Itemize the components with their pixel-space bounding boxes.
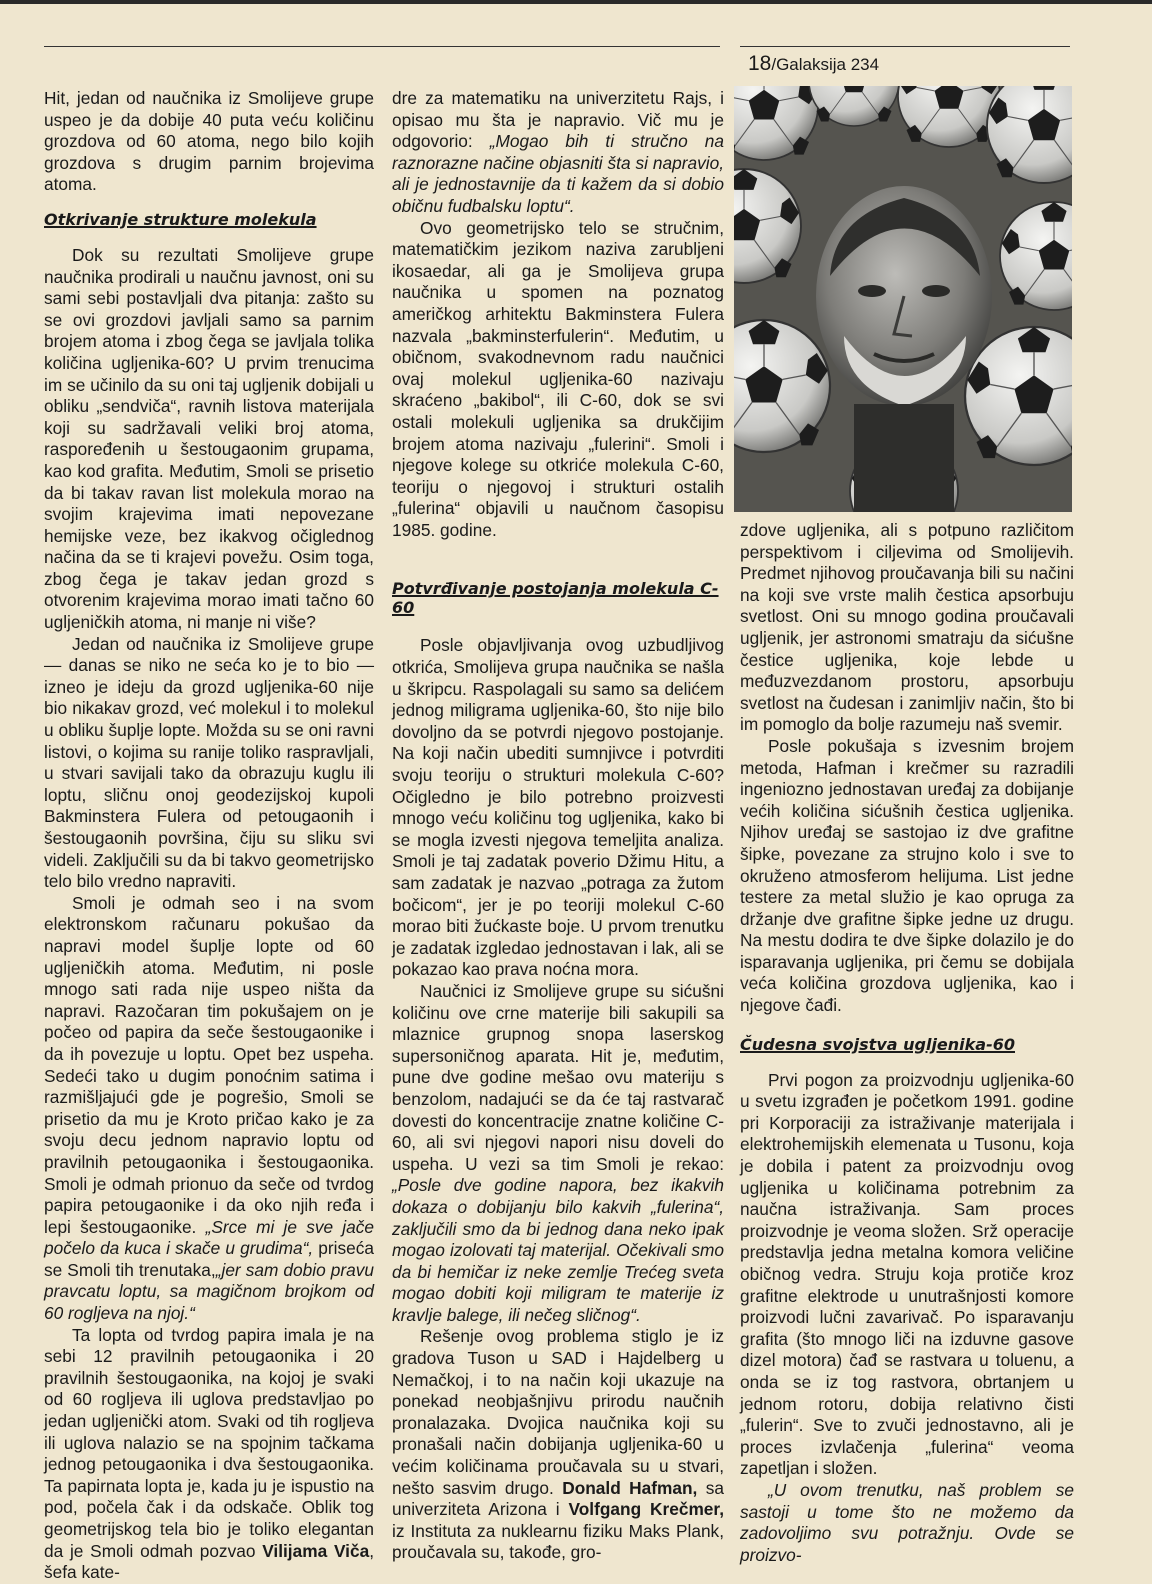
column-3 <box>740 520 1074 1566</box>
column-1 <box>44 88 374 1584</box>
col3-paragraph-2: Posle pokušaja s izvesnim brojem metoda, Hafman i krečmer su razradili ingeniozno jednostavan uređaj za dobijanje većih količina sićušnih čestica ugljenika. Njihov uređaj se sastojao iz dve grafitne šipke, povezane za strujno kolo i sve to okruženo atmosferom helijuma. List jedne testere za metal služio je kao opruga za držanje dve grafitne šipke jedne uz drugu. Na mestu dodira te dve šipke dolazilo je do isparavanja ugljenika, pri čemu se dobijala veća količina grozdova ugljenika, kao i njegove čađi. <box>740 735 1074 1016</box>
header-rule-left <box>44 46 720 47</box>
col1-paragraph-1 <box>44 88 374 196</box>
section-heading-confirmation: Potvrđivanje postojanja molekula C-60 <box>392 579 719 618</box>
col1-paragraph-3: Jedan od naučnika iz Smolijeve grupe — danas se niko ne seća ko je to bio — izneo je ideju da grozd ugljenika-60 nije bio nikakav grozd, već molekul i to molekul u obliku šuplje lopte. Možda su se oni ravni listovi, o kojima su ranije toliko raspravljali, u stvari savijali tako da obrazuju kuglu ili loptu, sličnu onoj geodezijskoj kupoli Bakminstera Fulera od petougaonih i šestougaonih površina, čiju su sliku svi videli. Zaključili su da bi takvo geometrijsko telo bilo vredno napraviti. <box>44 633 374 892</box>
col2-paragraph-2: Ovo geometrijsko telo se stručnim, matematičkim jezikom naziva zarubljeni ikosaedar, ali ga je Smolijeva grupa naučnika u spomen na poznatog američkog arhitektu Bakminstera Fulera nazvala „bakminsterfulerin“. Međutim, u običnom, svakodnevnom radu naučnici ovaj molekul ugljenika-60 nazivaju skraćeno „bakibol“, ili C-60, dok se svi ostali molekuli ugljenika sa drukčijim brojem atoma nazivaju „fulerini“. Smoli i njegove kolege su otkriće molekula C-60, teoriju o njegovoj i strukturi ostalih „fulerina“ objavili u naučnom časopisu 1985. godine. <box>392 217 724 540</box>
name-huffman: Donald Hafman, <box>562 1477 698 1498</box>
col3-paragraph-1: zdove ugljenika, ali s potpuno različitom perspektivom i ciljevima od Smolijevih. Predmet njihovog proučavanja bili su načini na koji sve vrste malih čestica apsorbuju svetlost. Oni su mnogo godina proučavali ugljenik, jer astronomi smatraju da sićušne čestice ugljenika, koje lebde u međuzvezdanom prostoru, apsorbuju svetlost na čudesan i zanimljiv način, što bi im pomoglo da bolje razumeju naš svemir. <box>740 520 1074 735</box>
page-number: 18 <box>748 52 772 75</box>
top-border-rule <box>0 0 1152 4</box>
col2-paragraph-3: Posle objavljivanja ovog uzbudljivog otkrića, Smolijeva grupa naučnika se našla u škripcu. Raspolagali su samo sa delićem jednog miligrama ugljenika-60, što nije bilo dovoljno da se potvrdi njegovo postojanje. Na koji način ubediti sumnjivce i potvrditi svoju teoriju o strukturi molekula C-60? Očigledno je bilo potrebno proizvesti mnogo veću količinu tog ugljenika, kako bi se mogla izvesti njegova temeljita analiza. Smoli je taj zadatak poverio Džimu Hitu, a sam zadatak je nazvao „potraga za žutom bočicom“, jer je po teoriji molekul C-60 morao biti žućkaste boje. U prvom trenutku je zadatak izgledao jednostavan i lak, ali se pokazao kao prava noćna mora. <box>392 635 724 980</box>
col3-paragraph-3: Prvi pogon za proizvodnju ugljenika-60 u svetu izgrađen je početkom 1991. godine pri Korporaciji za istraživanje materijala i elektrohemijskih elemenata u Tusonu, koja je dobila i patent za proizvodnju ovog ugljenika u količinama potrebnim za naučna istraživanja. Sam proces proizvodnje je veoma složen. Srž operacije predstavlja jedna metalna komora veličine običnog vedra. Struju koja protiče kroz grafitne elektrode u unutrašnjosti komore proizvodi lučni zavarivač. Po isparavanju grafita (što mnogo liči na izduvne gasove dizel motora) čađ se rastvara u toluenu, a onda se iz tog rastvora, obrtanjem u jednom rotoru, dobija relativno čisti „fulerin“. Sve to zvuči jednostavno, ali je proces izvlačenja „fulerina“ veoma zapetljan i složen. <box>740 1069 1074 1479</box>
smalley-quote-3: „Posle dve godine napora, bez ikakvih dokaza o dobijanju bilo kakvih „fulerina“, zaključili smo da bi jednog dana neko ipak mogao izolovati taj materijal. Očekivali smo da bi hemičar iz neke zemlje Trećeg sveta mogao dobiti koji miligram te materije iz kravlje balege, ili nečeg sličnog“. <box>392 1175 724 1325</box>
col3-paragraph-4-quote: „U ovom trenutku, naš problem se sastoji u tome što ne možemo da zadovoljimo svu potražnju. Ovde se proizvo- <box>740 1479 1074 1565</box>
name-wich: Vilijama Viča <box>262 1540 370 1561</box>
col1-paragraph-4: Smoli je odmah seo i na svom elektronskom računaru pokušao da napravi model šuplje lopte od 60 ugljeničkih atoma. Međutim, ni posle mnogo sati rada nije uspeo ništa da napravi. Razočaran tim pokušajem on je počeo od papira da seče šestougaonike i da ih povezuje u loptu. Opet bez uspeha. Sedeći tako u dugim ponoćnim satima i razmišljajući gde je pogrešio, Smoli se prisetio da mu je Kroto pričao kako je za svoju decu jednom napravio loptu od pravilnih petougaonika i šestougaonika. Smoli je odmah prionuo da seče od tvrdog papira petougaonike i da oko njih ređa i lepi šestougaonike. „Srce mi je sve jače počelo da kuca i skače u grudima“, priseća se Smoli tih trenutaka,„jer sam dobio pravu pravcatu loptu, sa magičnom brojkom od 60 rogljeva na njoj.“ <box>44 892 374 1324</box>
col1-paragraph-1-text: Hit, jedan od naučnika iz Smolijeve grupe uspeo je da dobije 40 puta veću količinu grozdova od 60 atoma, nego bilo kojih grozdova s drugim parnim brojevima atoma. <box>44 88 374 195</box>
smalley-quote-2: „jer sam dobio pravu pravcatu loptu, sa magičnom brojkom od 60 rogljeva na njoj.“ <box>44 1259 374 1324</box>
col1-paragraph-2: Dok su rezultati Smolijeve grupe naučnika prodirali u naučnu javnost, oni su sami sebi postavljali dva pitanja: zašto su se ovi grozdovi javljali samo sa parnim brojem atoma i zbog čega se javljala tolika količina ugljenika-60? U prvim trenucima im se učinilo da su oni taj ugljenik dobijali u obliku „sendviča“, ravnih listova materijala koji su sadržavali veliki broj atoma, raspoređenih u šestougaonim grupama, kao kod grafita. Međutim, Smoli se prisetio da bi takav ravan list molekula morao na svojim krajevima imati nepovezane hemijske veze, bez ikakvog očiglednog načina da se ti krajevi povežu. Osim toga, zbog čega je takav jedan grozd s otvorenim krajevima morao imati tačno 60 ugljeničkih atoma, ni manje ni više? <box>44 244 374 633</box>
smalley-quote-1: „Srce mi je sve jače počelo da kuca i skače u grudima“, <box>44 1216 374 1259</box>
section-heading-properties: Čudesna svojstva ugljenika-60 <box>740 1034 1015 1054</box>
photo-man-with-soccer-balls <box>734 86 1072 512</box>
wich-quote: „Mogao bih ti stručno na raznorazne načine objasniti šta si napravio, ali je jednostavnije da ti kažem da si dobio običnu fudbalsku loptu“. <box>392 131 724 216</box>
page-folio <box>748 52 879 76</box>
col2-paragraph-1: dre za matematiku na univerzitetu Rajs, i opisao mu šta je napravio. Vič mu je odgovorio: „Mogao bih ti stručno na raznorazne načine objasniti šta si napravio, ali je jednostavnije da ti kažem da si dobio običnu fudbalsku loptu“. <box>392 88 724 216</box>
photo-illustration <box>734 86 1072 512</box>
col1-paragraph-5: Ta lopta od tvrdog papira imala je na sebi 12 pravilnih petougaonika i 20 pravilnih šestougaonika, na kojoj je svaki od 60 rogljeva ili uglova predstavljao po jedan ugljenički atom. Svaki od tih rogljeva ili uglova nalazio se na spojnim tačkama jednog petougaonika i dva šestougaonika. Ta papirnata lopta je, kada ju je ispustio na pod, počela čak i da odskače. Oblik tog geometrijskog tela bio je toliko elegantan da je Smoli odmah pozvao Vilijama Viča, šefa kate- <box>44 1324 374 1583</box>
column-2 <box>392 88 724 1564</box>
magazine-name: /Galaksija 234 <box>771 55 880 74</box>
header-rule-right <box>740 46 1070 47</box>
name-kraetschmer: Volfgang Krečmer, <box>568 1499 724 1520</box>
col2-paragraph-4: Naučnici iz Smolijeve grupe su sićušni količinu ove crne materije bili sakupili sa mlaznice grupnog snopa laserskog supersoničnog aparata. Hit je, međutim, pune dve godine mešao ovu materiju s benzolom, nadajući se da će taj rastvarač dovesti do koncentracije znatne količine C-60, ali svi njegovi napori nisu doveli do uspeha. U vezi sa tim Smoli je rekao: „Posle dve godine napora, bez ikakvih dokaza o dobijanju bilo kakvih „fulerina“, zaključili smo da bi jednog dana neko ipak mogao izolovati taj materijal. Očekivali smo da bi hemičar iz neke zemlje Trećeg sveta mogao dobiti koji miligram te materije iz kravlje balege, ili nečeg sličnog“. <box>392 980 724 1325</box>
section-heading-structure: Otkrivanje strukture molekula <box>44 209 317 229</box>
col2-paragraph-5: Rešenje ovog problema stiglo je iz gradova Tuson u SAD i Hajdelberg u Nemačkoj, i to na način koji ukazuje na ponekad neobjašnjivu prirodu naučnih pronalazaka. Dvojica naučnika koji su pronašali način dobijanja ugljenika-60 u većim količinama proučavala su u stvari, nešto sasvim drugo. Donald Hafman, sa univerziteta Arizona i Volfgang Krečmer, iz Instituta za nuklearnu fiziku Maks Plank, proučavala su, takođe, gro- <box>392 1326 724 1563</box>
